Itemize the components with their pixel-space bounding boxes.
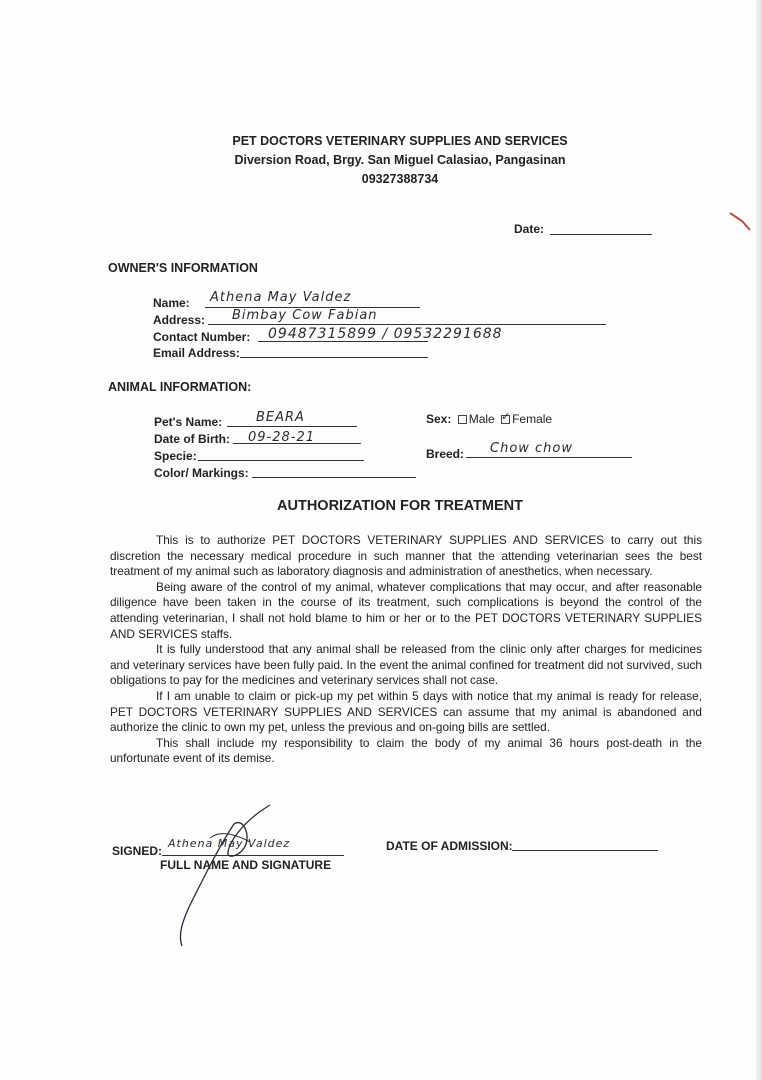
owner-email-label: Email Address: <box>153 346 240 360</box>
authorization-paragraph: It is fully understood that any animal shall be released from the clinic only after charges for medicines and veterinary services have been fully paid. In the event the animal confined for treatment did not survived, such obligations to pay for the medicines and veterinary services shall not case. <box>110 642 702 688</box>
specie-field[interactable] <box>198 460 364 461</box>
owner-section-title: OWNER'S INFORMATION <box>108 261 258 275</box>
color-field[interactable] <box>252 477 416 478</box>
handwritten-signature <box>150 800 320 950</box>
color-label: Color/ Markings: <box>154 466 249 480</box>
authorization-title: AUTHORIZATION FOR TREATMENT <box>277 498 523 514</box>
authorization-body <box>110 533 702 767</box>
owner-address-value: Bimbay Cow Fabian <box>232 308 378 323</box>
owner-email-field[interactable] <box>240 357 428 358</box>
owner-contact-value: 09487315899 / 09532291688 <box>268 326 503 342</box>
pet-name-value: BEARA <box>256 410 305 425</box>
breed-value: Chow chow <box>490 441 574 456</box>
animal-section-title: ANIMAL INFORMATION: <box>108 380 252 394</box>
sex-label: Sex: <box>426 412 452 426</box>
owner-contact-label: Contact Number: <box>153 330 251 344</box>
sex-female-label: Female <box>512 412 553 426</box>
clinic-name: PET DOCTORS VETERINARY SUPPLIES AND SERVICES <box>232 134 568 148</box>
pet-name-field[interactable] <box>227 426 357 427</box>
sex-group <box>426 412 552 426</box>
specie-label: Specie: <box>154 449 197 463</box>
owner-name-label: Name: <box>153 296 190 310</box>
breed-field[interactable] <box>466 457 632 458</box>
authorization-paragraph: This is to authorize PET DOCTORS VETERINARY SUPPLIES AND SERVICES to carry out this discretion the necessary medical procedure in such manner that the attending veterinarian sees the best treatment of my animal such as laboratory diagnosis and administration of anesthetics, when necessary. <box>110 533 702 579</box>
breed-label: Breed: <box>426 447 465 461</box>
owner-name-value: Athena May Valdez <box>210 290 352 305</box>
signed-label: SIGNED: <box>112 844 163 858</box>
pet-name-label: Pet's Name: <box>154 415 223 429</box>
date-field[interactable] <box>550 234 652 235</box>
authorization-paragraph: Being aware of the control of my animal, whatever complications that may occur, and after reasonable diligence have been taken in the course of its treatment, such complications is beyond the control of the attending veterinarian, I shall not hold blame to him or her or to the PET DOCTORS VETERINARY SUPPLIES AND SERVICES staffs. <box>110 579 702 641</box>
signed-value: Athena May Valdez <box>168 837 291 850</box>
admission-label: DATE OF ADMISSION: <box>386 839 513 853</box>
authorization-paragraph: This shall include my responsibility to claim the body of my animal 36 hours post-death in the unfortunate event of its demise. <box>110 735 702 766</box>
dob-value: 09-28-21 <box>248 430 316 445</box>
owner-address-field[interactable] <box>208 324 606 325</box>
pen-mark <box>728 210 754 232</box>
sex-male-label: Male <box>468 412 495 426</box>
clinic-phone: 09327388734 <box>361 172 439 186</box>
signature-caption: FULL NAME AND SIGNATURE <box>160 858 332 872</box>
sex-male-checkbox[interactable] <box>458 415 467 424</box>
owner-address-label: Address: <box>153 313 206 327</box>
date-label: Date: <box>514 222 545 236</box>
clinic-address: Diversion Road, Brgy. San Miguel Calasiao, Pangasinan <box>234 153 566 167</box>
authorization-paragraph: If I am unable to claim or pick-up my pet within 5 days with notice that my animal is ready for release, PET DOCTORS VETERINARY SUPPLIES AND SERVICES can assume that my animal is abandoned and authorize the clinic to own my pet, unless the previous and on-going bills are settled. <box>110 688 702 735</box>
admission-field[interactable] <box>512 850 658 851</box>
dob-label: Date of Birth: <box>154 432 230 446</box>
sex-female-checkbox[interactable]: ✓ <box>501 411 511 424</box>
